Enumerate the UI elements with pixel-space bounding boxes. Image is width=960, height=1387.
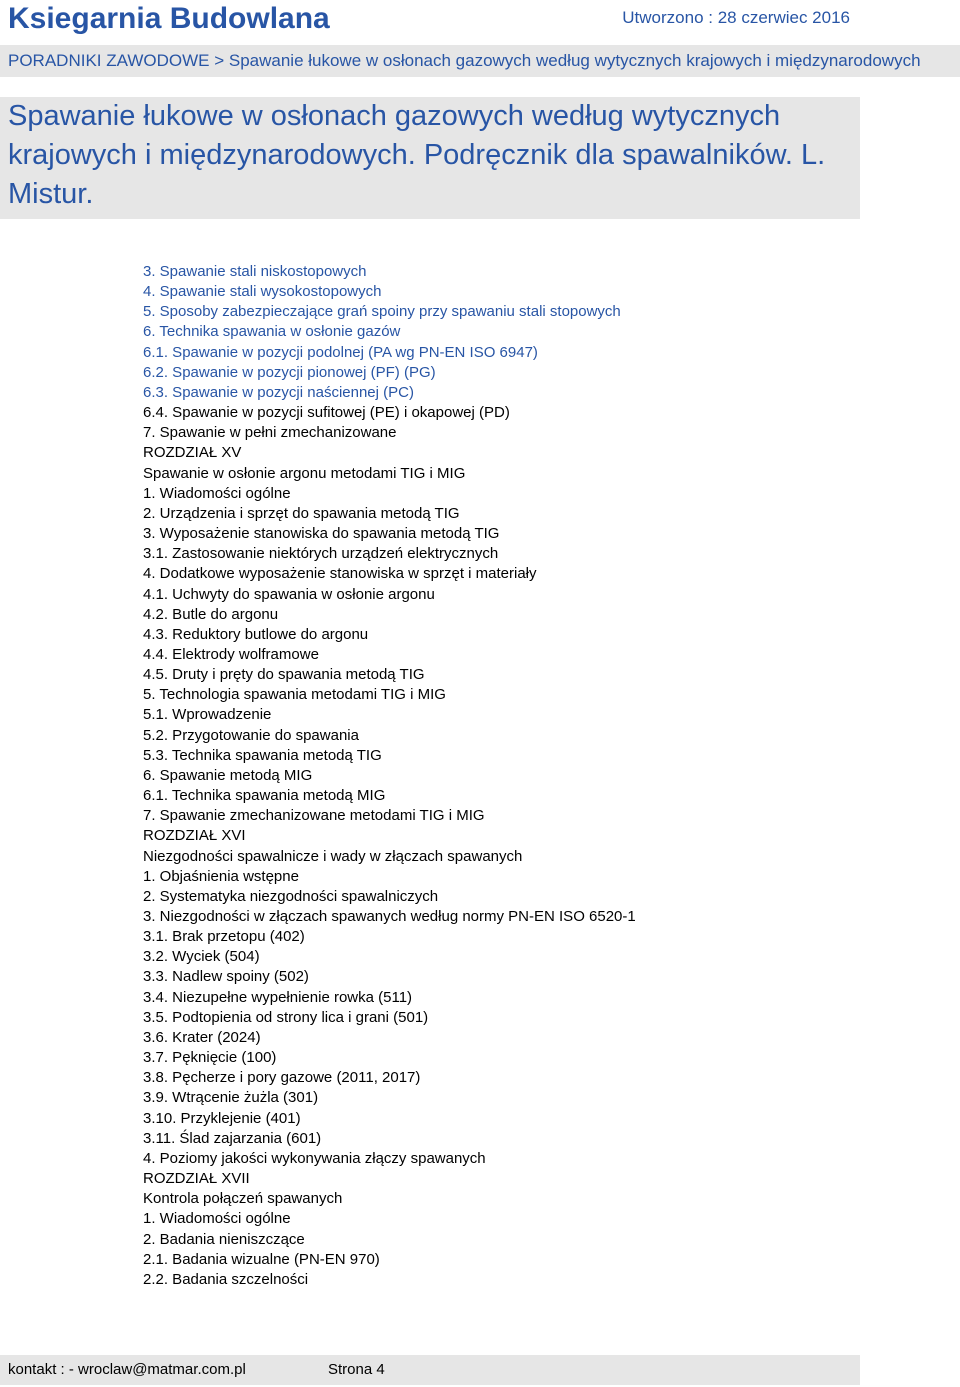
toc-item: 4.3. Reduktory butlowe do argonu	[143, 625, 369, 643]
toc-item: 3.11. Ślad zajarzania (601)	[143, 1129, 322, 1147]
toc-item: 4.2. Butle do argonu	[143, 605, 279, 623]
toc-item: 3.5. Podtopienia od strony lica i grani (501)	[143, 1008, 429, 1026]
toc-item: 3. Spawanie stali niskostopowych	[143, 263, 367, 280]
toc-item: 6.1. Technika spawania metodą MIG	[143, 787, 386, 805]
breadcrumb	[0, 45, 960, 77]
toc-item: 5.2. Przygotowanie do spawania	[143, 726, 359, 744]
toc-item: Spawanie w osłonie argonu metodami TIG i MIG	[143, 464, 466, 482]
toc-item: ROZDZIAŁ XV	[143, 444, 242, 462]
toc-item: 2.2. Badania szczelności	[143, 1270, 309, 1288]
toc-item: 4. Poziomy jakości wykonywania złączy spawanych	[143, 1149, 486, 1167]
page-number: Strona 4	[328, 1361, 385, 1378]
toc-item: 3.1. Brak przetopu (402)	[143, 928, 305, 946]
created-date: Utworzono : 28 czerwiec 2016	[622, 8, 850, 27]
toc-item: 6. Technika spawania w osłonie gazów	[143, 323, 401, 341]
toc-item: 2. Urządzenia i sprzęt do spawania metodą TIG	[143, 504, 460, 522]
toc-item: 3.8. Pęcherze i pory gazowe (2011, 2017)	[143, 1069, 421, 1087]
breadcrumb-text[interactable]: PORADNIKI ZAWODOWE > Spawanie łukowe w osłonach gazowych według wytycznych krajowych i międzynarodowych	[8, 51, 921, 70]
toc-item: 6.1. Spawanie w pozycji podolnej (PA wg PN-EN ISO 6947)	[143, 343, 538, 361]
toc-item: 2. Systematyka niezgodności spawalniczych	[143, 887, 439, 905]
toc-item: 6. Spawanie metodą MIG	[143, 766, 313, 784]
toc-item: 5. Technologia spawania metodami TIG i MIG	[143, 686, 446, 704]
toc-item: 4.1. Uchwyty do spawania w osłonie argonu	[143, 585, 435, 603]
page-title: Spawanie łukowe w osłonach gazowych według wytycznych krajowych i międzynarodowych. Podręcznik dla spawalników. L. Mistur.	[8, 100, 826, 210]
toc-item: 6.3. Spawanie w pozycji naściennej (PC)	[143, 383, 414, 401]
toc-item: ROZDZIAŁ XVII	[143, 1170, 250, 1188]
toc-item: 5.3. Technika spawania metodą TIG	[143, 746, 382, 764]
toc-item: 3.2. Wyciek (504)	[143, 948, 260, 966]
toc-item: 3.6. Krater (2024)	[143, 1028, 261, 1046]
toc-item: 3.9. Wtrącenie żużla (301)	[143, 1089, 319, 1107]
toc-item: 3.3. Nadlew spoiny (502)	[143, 968, 309, 986]
toc-item: Niezgodności spawalnicze i wady w złączach spawanych	[143, 847, 523, 865]
toc-item: 4. Spawanie stali wysokostopowych	[143, 283, 382, 301]
toc-item: 5. Sposoby zabezpieczające grań spoiny przy spawaniu stali stopowych	[143, 303, 621, 321]
site-title[interactable]: Ksiegarnia Budowlana	[8, 2, 330, 35]
toc-item: 6.4. Spawanie w pozycji sufitowej (PE) i okapowej (PD)	[143, 404, 510, 422]
toc-item: 2.1. Badania wizualne (PN-EN 970)	[143, 1250, 380, 1268]
toc-item: 1. Wiadomości ogólne	[143, 484, 291, 502]
toc-item: 4. Dodatkowe wyposażenie stanowiska w sprzęt i materiały	[143, 565, 537, 583]
table-of-contents	[143, 262, 953, 1290]
toc-item: 3. Wyposażenie stanowiska do spawania metodą TIG	[143, 525, 500, 543]
toc-item: 7. Spawanie w pełni zmechanizowane	[143, 424, 397, 442]
toc-item: 7. Spawanie zmechanizowane metodami TIG i MIG	[143, 807, 485, 825]
toc-item: 5.1. Wprowadzenie	[143, 706, 272, 724]
toc-item: 6.2. Spawanie w pozycji pionowej (PF) (PG)	[143, 363, 436, 381]
page-title-box	[0, 97, 860, 219]
toc-item: 1. Wiadomości ogólne	[143, 1210, 291, 1228]
toc-item: 3.7. Pęknięcie (100)	[143, 1049, 277, 1067]
toc-item: 3.1. Zastosowanie niektórych urządzeń elektrycznych	[143, 545, 499, 563]
toc-item: 4.5. Druty i pręty do spawania metodą TIG	[143, 666, 425, 684]
toc-item: Kontrola połączeń spawanych	[143, 1190, 343, 1208]
toc-item: 3.10. Przyklejenie (401)	[143, 1109, 301, 1127]
toc-item: 3. Niezgodności w złączach spawanych według normy PN-EN ISO 6520-1	[143, 908, 636, 925]
toc-item: 2. Badania nieniszczące	[143, 1230, 305, 1248]
page-footer	[0, 1355, 860, 1385]
toc-item: 3.4. Niezupełne wypełnienie rowka (511)	[143, 988, 413, 1006]
toc-item: ROZDZIAŁ XVI	[143, 827, 246, 845]
toc-item: 1. Objaśnienia wstępne	[143, 867, 299, 885]
footer-contact: kontakt : - wroclaw@matmar.com.pl	[8, 1361, 246, 1378]
toc-item: 4.4. Elektrody wolframowe	[143, 645, 319, 663]
